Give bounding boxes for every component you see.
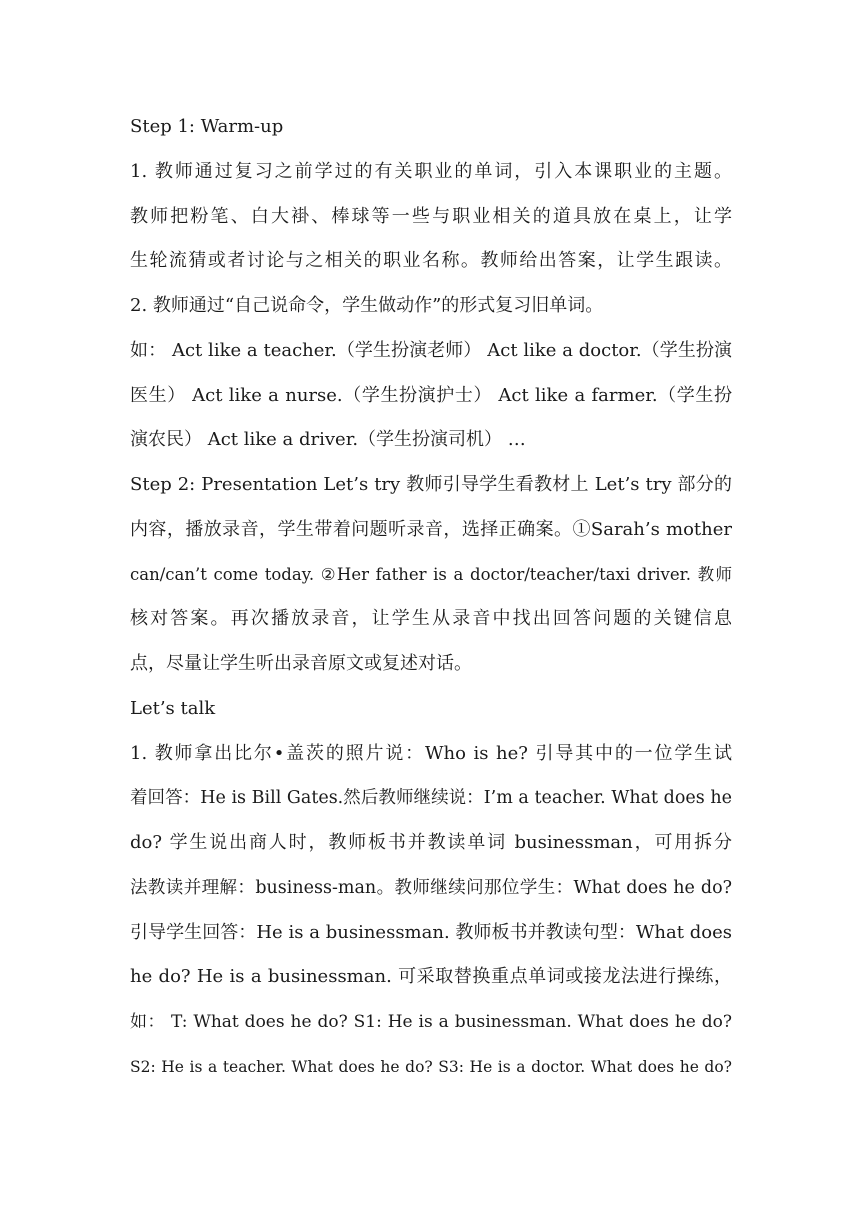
text-line: do? 学生说出商人时，教师板书并教读单词 businessman，可用拆分 [130, 832, 732, 853]
text-line: 如： Act like a teacher.（学生扮演老师） Act like a doctor.（学生扮演 [130, 340, 732, 361]
text-line: 1. 教师拿出比尔•盖茨的照片说：Who is he? 引导其中的一位学生试 [130, 743, 732, 764]
text-line: 生轮流猜或者讨论与之相关的职业名称。教师给出答案，让学生跟读。 [130, 250, 732, 271]
text-line: 核对答案。再次播放录音，让学生从录音中找出回答问题的关键信息 [130, 608, 732, 629]
text-line: 点，尽量让学生听出录音原文或复述对话。 [130, 653, 472, 674]
heading-step1: Step 1: Warm-up [130, 116, 284, 137]
text-line: 引导学生回答：He is a businessman. 教师板书并教读句型：What does [130, 922, 732, 943]
text-line: 内容，播放录音，学生带着问题听录音，选择正确案。①Sarah’s mother [130, 519, 732, 540]
text-line: S2: He is a teacher. What does he do? S3: He is a doctor. What does he do? [130, 1058, 732, 1076]
text-line: 教师把粉笔、白大褂、棒球等一些与职业相关的道具放在桌上，让学 [130, 206, 732, 227]
text-line: 2. 教师通过“自己说命令，学生做动作”的形式复习旧单词。 [130, 295, 604, 316]
text-line: 1. 教师通过复习之前学过的有关职业的单词，引入本课职业的主题。 [130, 161, 732, 182]
heading-lets-talk: Let’s talk [130, 698, 216, 719]
text-line: he do? He is a businessman. 可采取替换重点单词或接龙法进行操练， [130, 966, 732, 987]
text-line: 演农民） Act like a driver.（学生扮演司机） … [130, 429, 526, 450]
text-line: can/can’t come today. ②Her father is a doctor/teacher/taxi driver. 教师 [130, 565, 732, 584]
text-line: 着回答：He is Bill Gates.然后教师继续说：I’m a teacher. What does he [130, 788, 732, 808]
heading-step2: Step 2: Presentation Let’s try 教师引导学生看教材上 Let’s try 部分的 [130, 474, 732, 495]
text-line: 医生） Act like a nurse.（学生扮演护士） Act like a farmer.（学生扮 [130, 385, 732, 406]
text-line: 法教读并理解：business-man。教师继续问那位学生：What does he do? [130, 878, 732, 898]
text-line: 如： T: What does he do? S1: He is a businessman. What does he do? [130, 1012, 732, 1032]
